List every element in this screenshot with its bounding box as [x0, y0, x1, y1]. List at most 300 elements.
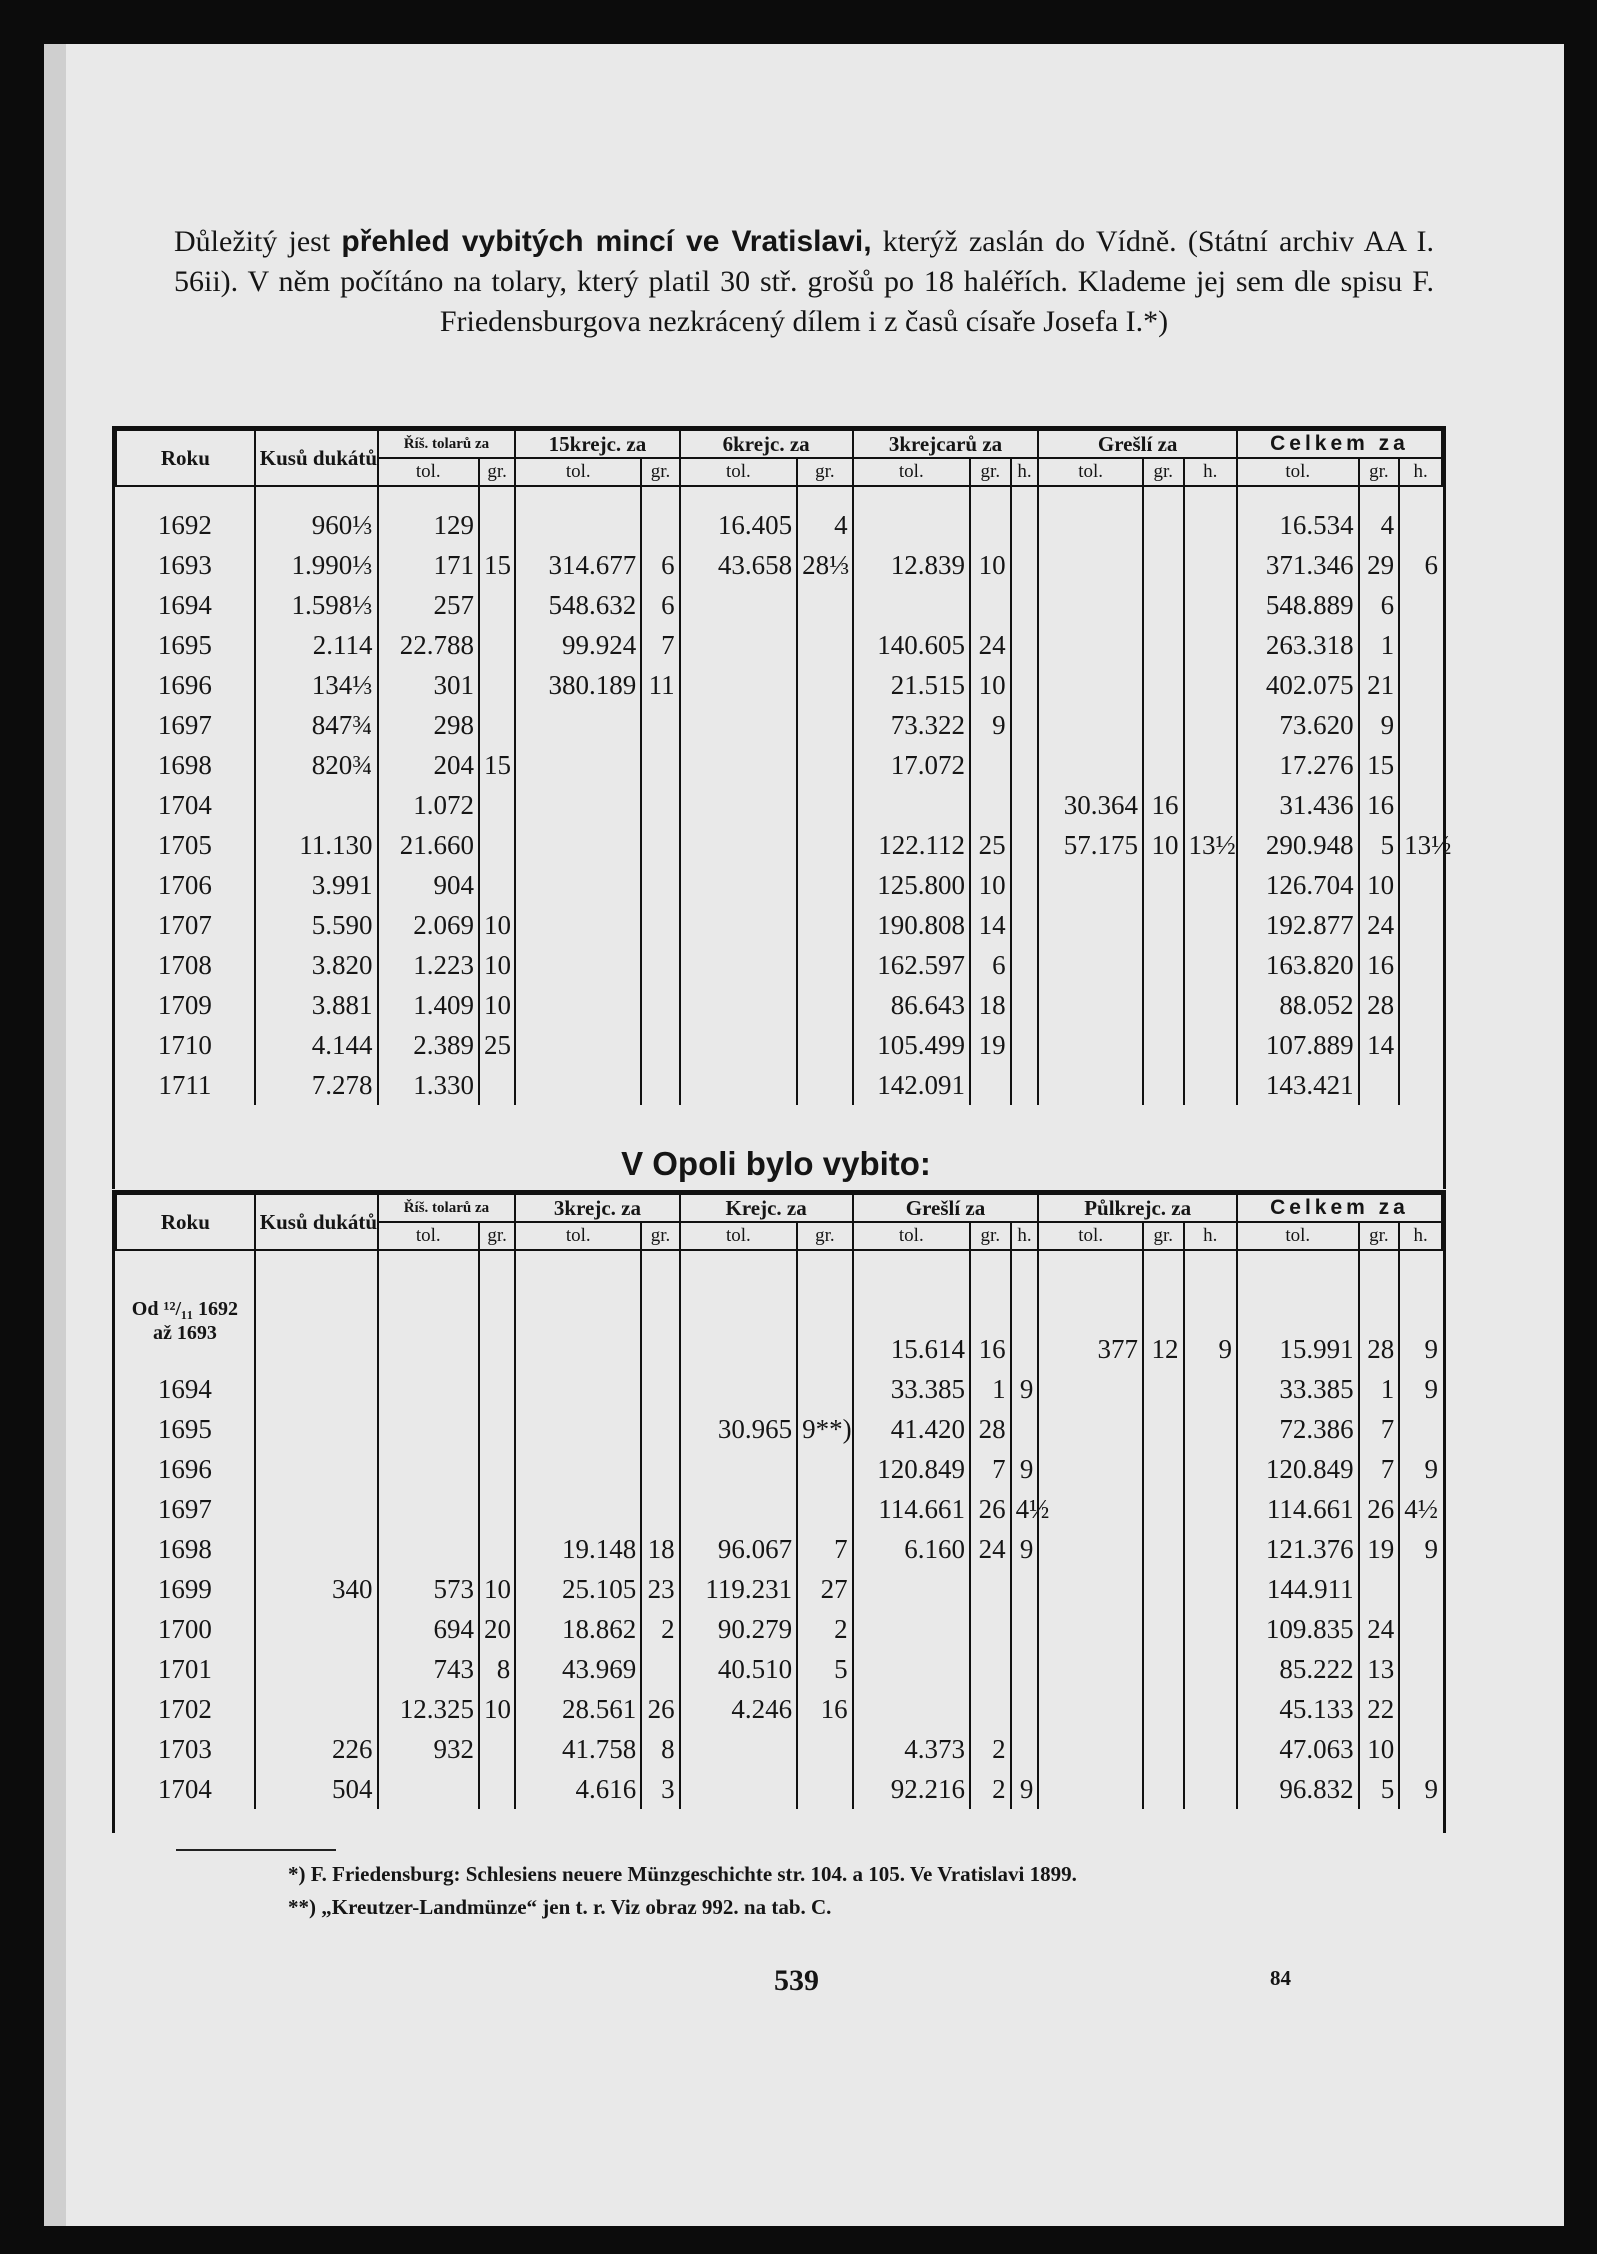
value-cell: 143.421 [1237, 1065, 1359, 1105]
value-cell: 6 [1359, 585, 1400, 625]
value-cell [641, 1449, 679, 1489]
value-cell [1011, 905, 1039, 945]
value-cell: 7.278 [255, 1065, 378, 1105]
value-cell [970, 1649, 1011, 1689]
value-cell [479, 825, 515, 865]
value-cell: 107.889 [1237, 1025, 1359, 1065]
value-cell: 21.515 [853, 665, 970, 705]
value-cell [255, 1649, 378, 1689]
table-row [116, 505, 1442, 545]
header-col3: 6krejc. za [680, 430, 853, 458]
value-cell [1038, 1369, 1143, 1409]
value-cell: 904 [378, 865, 479, 905]
value-cell: 18 [641, 1529, 679, 1569]
value-cell [1184, 1649, 1237, 1689]
value-cell [1399, 785, 1442, 825]
value-cell [970, 1065, 1011, 1105]
subheader-h: h. [1184, 1222, 1237, 1250]
value-cell: 19 [1359, 1529, 1400, 1569]
value-cell: 743 [378, 1649, 479, 1689]
value-cell [378, 1409, 479, 1449]
value-cell: 7 [1359, 1449, 1400, 1489]
value-cell: 694 [378, 1609, 479, 1649]
value-cell [1038, 1689, 1143, 1729]
value-cell [1011, 825, 1039, 865]
value-cell [255, 1689, 378, 1729]
value-cell [970, 585, 1011, 625]
value-cell: 290.948 [1237, 825, 1359, 865]
value-cell [970, 1689, 1011, 1729]
value-cell [515, 905, 641, 945]
value-cell [1399, 1609, 1442, 1649]
value-cell [1038, 545, 1143, 585]
subheader-tol: tol. [1038, 458, 1143, 486]
value-cell: 26 [641, 1689, 679, 1729]
value-cell [853, 585, 970, 625]
value-cell [853, 785, 970, 825]
value-cell: 3.881 [255, 985, 378, 1025]
value-cell: 1.409 [378, 985, 479, 1025]
value-cell [970, 785, 1011, 825]
value-cell: 1 [1359, 625, 1400, 665]
value-cell: 1.990⅓ [255, 545, 378, 585]
year-cell: 1694 [157, 590, 212, 620]
value-cell: 4.616 [515, 1769, 641, 1809]
value-cell: 31.436 [1237, 785, 1359, 825]
value-cell [797, 745, 853, 785]
subheader-gr: gr. [641, 458, 679, 486]
value-cell [255, 1449, 378, 1489]
value-cell [797, 1449, 853, 1489]
value-cell [1143, 1529, 1184, 1569]
table-row [116, 945, 1442, 985]
value-cell: 28⅓ [797, 545, 853, 585]
value-cell [1011, 1729, 1039, 1769]
value-cell [479, 705, 515, 745]
value-cell: 8 [479, 1649, 515, 1689]
value-cell [1184, 1569, 1237, 1609]
value-cell: 204 [378, 745, 479, 785]
value-cell: 126.704 [1237, 865, 1359, 905]
value-cell [1011, 585, 1039, 625]
value-cell [1038, 1025, 1143, 1065]
value-cell [797, 585, 853, 625]
value-cell [1184, 1025, 1237, 1065]
value-cell: 99.924 [515, 625, 641, 665]
value-cell [1143, 1065, 1184, 1105]
value-cell: 24 [1359, 1609, 1400, 1649]
table-row [116, 825, 1442, 865]
value-cell: 109.835 [1237, 1609, 1359, 1649]
value-cell: 377 [1038, 1269, 1143, 1369]
value-cell [680, 1489, 797, 1529]
value-cell: 2 [797, 1609, 853, 1649]
value-cell [1143, 1025, 1184, 1065]
value-cell [1143, 545, 1184, 585]
value-cell: 24 [970, 625, 1011, 665]
value-cell [641, 745, 679, 785]
value-cell [1399, 1689, 1442, 1729]
value-cell [1011, 1025, 1039, 1065]
value-cell: 9 [1399, 1369, 1442, 1409]
subheader-tol: tol. [378, 1222, 479, 1250]
value-cell: 6 [970, 945, 1011, 985]
value-cell [1143, 1489, 1184, 1529]
value-cell [797, 865, 853, 905]
value-cell: 125.800 [853, 865, 970, 905]
value-cell: 96.832 [1237, 1769, 1359, 1809]
value-cell: 15.614 [853, 1269, 970, 1369]
value-cell: 10 [1143, 825, 1184, 865]
value-cell [1399, 705, 1442, 745]
value-cell [1399, 665, 1442, 705]
value-cell: 12.325 [378, 1689, 479, 1729]
subheader-gr: gr. [1359, 458, 1400, 486]
value-cell [641, 1409, 679, 1449]
value-cell [1143, 625, 1184, 665]
year-cell: 1700 [157, 1614, 212, 1644]
value-cell: 6 [641, 585, 679, 625]
value-cell: 22.788 [378, 625, 479, 665]
value-cell: 2 [970, 1769, 1011, 1809]
subheader-h: h. [1011, 458, 1039, 486]
value-cell [479, 1409, 515, 1449]
value-cell [853, 1649, 970, 1689]
value-cell: 140.605 [853, 625, 970, 665]
value-cell [680, 1369, 797, 1409]
value-cell [1011, 1609, 1039, 1649]
value-cell [680, 905, 797, 945]
value-cell: 4½ [1011, 1489, 1039, 1529]
value-cell [1184, 545, 1237, 585]
table-row [116, 705, 1442, 745]
value-cell: 1.072 [378, 785, 479, 825]
value-cell [1399, 905, 1442, 945]
value-cell: 26 [970, 1489, 1011, 1529]
value-cell: 28 [970, 1409, 1011, 1449]
header-col5: Grešlí za [1038, 430, 1237, 458]
value-cell [1143, 905, 1184, 945]
value-cell: 2.114 [255, 625, 378, 665]
value-cell [680, 825, 797, 865]
value-cell [515, 1025, 641, 1065]
value-cell [797, 1489, 853, 1529]
value-cell: 129 [378, 505, 479, 545]
value-cell: 9 [1011, 1449, 1039, 1489]
value-cell: 162.597 [853, 945, 970, 985]
value-cell: 16.534 [1237, 505, 1359, 545]
value-cell [479, 1529, 515, 1569]
wroclaw-mint-table [112, 426, 1452, 1189]
value-cell [641, 1269, 679, 1369]
value-cell: 114.661 [853, 1489, 970, 1529]
value-cell [680, 1449, 797, 1489]
value-cell: 25 [970, 825, 1011, 865]
value-cell: 2.069 [378, 905, 479, 945]
value-cell: 15 [479, 745, 515, 785]
value-cell [515, 1449, 641, 1489]
value-cell [1143, 1769, 1184, 1809]
value-cell [1399, 1649, 1442, 1689]
year-cell: 1696 [157, 1454, 212, 1484]
value-cell [1011, 1689, 1039, 1729]
value-cell: 114.661 [1237, 1489, 1359, 1529]
value-cell: 548.632 [515, 585, 641, 625]
value-cell [1184, 505, 1237, 545]
subheader-tol: tol. [1038, 1222, 1143, 1250]
value-cell [1184, 665, 1237, 705]
year-cell: 1697 [157, 1494, 212, 1524]
value-cell [680, 1065, 797, 1105]
value-cell: 40.510 [680, 1649, 797, 1689]
value-cell [1011, 985, 1039, 1025]
year-cell: 1699 [157, 1574, 212, 1604]
subheader-tol: tol. [1237, 458, 1359, 486]
value-cell: 9 [1399, 1269, 1442, 1369]
subheader-tol: tol. [680, 1222, 797, 1250]
year-cell: 1711 [158, 1070, 212, 1100]
value-cell [797, 1025, 853, 1065]
value-cell [1143, 1689, 1184, 1729]
value-cell: 9 [1011, 1769, 1039, 1809]
value-cell: 57.175 [1038, 825, 1143, 865]
value-cell [680, 1769, 797, 1809]
value-cell: 7 [970, 1449, 1011, 1489]
value-cell: 26 [1359, 1489, 1400, 1529]
value-cell: 33.385 [1237, 1369, 1359, 1409]
value-cell: 17.072 [853, 745, 970, 785]
table-row [116, 1269, 1442, 1369]
value-cell: 4½ [1399, 1489, 1442, 1529]
value-cell: 90.279 [680, 1609, 797, 1649]
value-cell [479, 665, 515, 705]
subheader-tol: tol. [1237, 1222, 1359, 1250]
subheader-tol: tol. [515, 1222, 641, 1250]
value-cell: 144.911 [1237, 1569, 1359, 1609]
value-cell [1399, 1729, 1442, 1769]
value-cell [1038, 1065, 1143, 1105]
value-cell [970, 745, 1011, 785]
value-cell: 24 [1359, 905, 1400, 945]
subheader-gr: gr. [641, 1222, 679, 1250]
year-cell: 1701 [157, 1654, 212, 1684]
value-cell [1011, 785, 1039, 825]
subheader-gr: gr. [970, 458, 1011, 486]
value-cell [479, 1729, 515, 1769]
value-cell [797, 1269, 853, 1369]
footnote-rule [176, 1849, 336, 1851]
value-cell [797, 705, 853, 745]
value-cell: 10 [970, 545, 1011, 585]
value-cell: 73.322 [853, 705, 970, 745]
subheader-tol: tol. [853, 458, 970, 486]
value-cell: 5 [1359, 825, 1400, 865]
value-cell: 86.643 [853, 985, 970, 1025]
value-cell [1038, 505, 1143, 545]
value-cell: 21.660 [378, 825, 479, 865]
value-cell [255, 1529, 378, 1569]
value-cell: 4 [797, 505, 853, 545]
year-cell: 1692 [157, 510, 212, 540]
value-cell: 9 [1399, 1529, 1442, 1569]
value-cell [515, 505, 641, 545]
value-cell [1038, 1449, 1143, 1489]
value-cell [479, 1369, 515, 1409]
value-cell: 29 [1359, 545, 1400, 585]
value-cell [1184, 625, 1237, 665]
value-cell: 21 [1359, 665, 1400, 705]
value-cell [641, 785, 679, 825]
year-cell: 1702 [157, 1694, 212, 1724]
value-cell: 25.105 [515, 1569, 641, 1609]
value-cell [1038, 1729, 1143, 1769]
value-cell [1038, 865, 1143, 905]
value-cell [1184, 1609, 1237, 1649]
table-row [116, 865, 1442, 905]
header-col4: Grešlí za [853, 1194, 1039, 1222]
value-cell: 16 [1359, 785, 1400, 825]
value-cell [1184, 1769, 1237, 1809]
value-cell [797, 785, 853, 825]
year-cell: 1698 [157, 750, 212, 780]
value-cell [797, 665, 853, 705]
value-cell: 47.063 [1237, 1729, 1359, 1769]
value-cell: 23 [641, 1569, 679, 1609]
year-cell: 1693 [157, 550, 212, 580]
value-cell [1399, 1065, 1442, 1105]
value-cell: 10 [479, 905, 515, 945]
value-cell [1184, 865, 1237, 905]
value-cell: 18.862 [515, 1609, 641, 1649]
value-cell: 41.420 [853, 1409, 970, 1449]
value-cell [1011, 865, 1039, 905]
value-cell [1184, 1689, 1237, 1729]
value-cell [378, 1529, 479, 1569]
value-cell: 5 [1359, 1769, 1400, 1809]
value-cell [1038, 905, 1143, 945]
value-cell: 41.758 [515, 1729, 641, 1769]
value-cell: 12 [1143, 1269, 1184, 1369]
value-cell [797, 945, 853, 985]
value-cell: 22 [1359, 1689, 1400, 1729]
value-cell: 4 [1359, 505, 1400, 545]
value-cell: 4.144 [255, 1025, 378, 1065]
value-cell: 1 [970, 1369, 1011, 1409]
header-tolars: Říš. tolarů za [378, 430, 516, 458]
value-cell: 9**) [797, 1409, 853, 1449]
value-cell: 16 [1143, 785, 1184, 825]
header-col5: Půlkrejc. za [1038, 1194, 1237, 1222]
value-cell [479, 1065, 515, 1105]
value-cell: 12.839 [853, 545, 970, 585]
value-cell: 9 [1399, 1769, 1442, 1809]
table-row [116, 1649, 1442, 1689]
value-cell [1399, 945, 1442, 985]
value-cell: 10 [1359, 1729, 1400, 1769]
value-cell [641, 1025, 679, 1065]
year-cell: 1708 [157, 950, 212, 980]
value-cell [1143, 585, 1184, 625]
value-cell: 6 [1399, 545, 1442, 585]
value-cell [680, 705, 797, 745]
value-cell [1143, 1609, 1184, 1649]
value-cell: 226 [255, 1729, 378, 1769]
value-cell: 10 [479, 1689, 515, 1729]
value-cell [515, 1065, 641, 1105]
value-cell: 7 [1359, 1409, 1400, 1449]
header-tolars: Říš. tolarů za [378, 1194, 516, 1222]
value-cell [1143, 705, 1184, 745]
value-cell [515, 985, 641, 1025]
value-cell: 10 [1359, 865, 1400, 905]
value-cell [1011, 1649, 1039, 1689]
value-cell [1399, 1569, 1442, 1609]
value-cell [853, 1569, 970, 1609]
value-cell: 13 [1359, 1649, 1400, 1689]
value-cell [680, 1729, 797, 1769]
value-cell: 504 [255, 1769, 378, 1809]
header-col2: 3krejc. za [515, 1194, 679, 1222]
value-cell [1399, 505, 1442, 545]
value-cell: 27 [797, 1569, 853, 1609]
value-cell: 11 [641, 665, 679, 705]
spacer-row [116, 486, 1442, 505]
value-cell [515, 825, 641, 865]
value-cell [1184, 905, 1237, 945]
value-cell: 30.965 [680, 1409, 797, 1449]
opole-mint-table [112, 1190, 1446, 1833]
value-cell [853, 1609, 970, 1649]
value-cell: 380.189 [515, 665, 641, 705]
value-cell [1038, 585, 1143, 625]
value-cell: 1.598⅓ [255, 585, 378, 625]
value-cell: 163.820 [1237, 945, 1359, 985]
value-cell [797, 985, 853, 1025]
value-cell [479, 1269, 515, 1369]
value-cell: 9 [1011, 1529, 1039, 1569]
value-cell [680, 865, 797, 905]
value-cell: 88.052 [1237, 985, 1359, 1025]
value-cell: 43.969 [515, 1649, 641, 1689]
value-cell [680, 985, 797, 1025]
value-cell [641, 1489, 679, 1529]
value-cell [1038, 1609, 1143, 1649]
value-cell: 9 [1184, 1269, 1237, 1369]
footnote-1: *) F. Friedensburg: Schlesiens neuere Münzgeschichte str. 104. a 105. Ve Vratislavi 1899. [288, 1862, 1077, 1886]
value-cell [1011, 1065, 1039, 1105]
intro-paragraph: Důležitý jest přehled vybitých mincí ve Vratislavi, kterýž zaslán do Vídně. (Státní archiv AA I. 56ii). V něm počítáno na tolary, který platil 30 stř. grošů po 18 haléřích. Klademe jej sem dle spisu F. Friedensburgova nezkrácený dílem i z časů císaře Josefa I.*) [174, 225, 1435, 338]
value-cell [1399, 985, 1442, 1025]
year-cell: 1710 [157, 1030, 212, 1060]
subheader-h: h. [1011, 1222, 1039, 1250]
value-cell [1143, 1369, 1184, 1409]
value-cell [1184, 585, 1237, 625]
value-cell: 932 [378, 1729, 479, 1769]
table-row [116, 1369, 1442, 1409]
signature-mark: 84 [1270, 1966, 1291, 1990]
value-cell [378, 1489, 479, 1529]
subheader-tol: tol. [378, 458, 479, 486]
subheader-gr: gr. [1143, 458, 1184, 486]
value-cell [1143, 1729, 1184, 1769]
value-cell [515, 1489, 641, 1529]
value-cell [255, 1409, 378, 1449]
table-row [116, 905, 1442, 945]
value-cell: 192.877 [1237, 905, 1359, 945]
year-cell: 1698 [157, 1534, 212, 1564]
value-cell: 1.223 [378, 945, 479, 985]
value-cell [515, 705, 641, 745]
